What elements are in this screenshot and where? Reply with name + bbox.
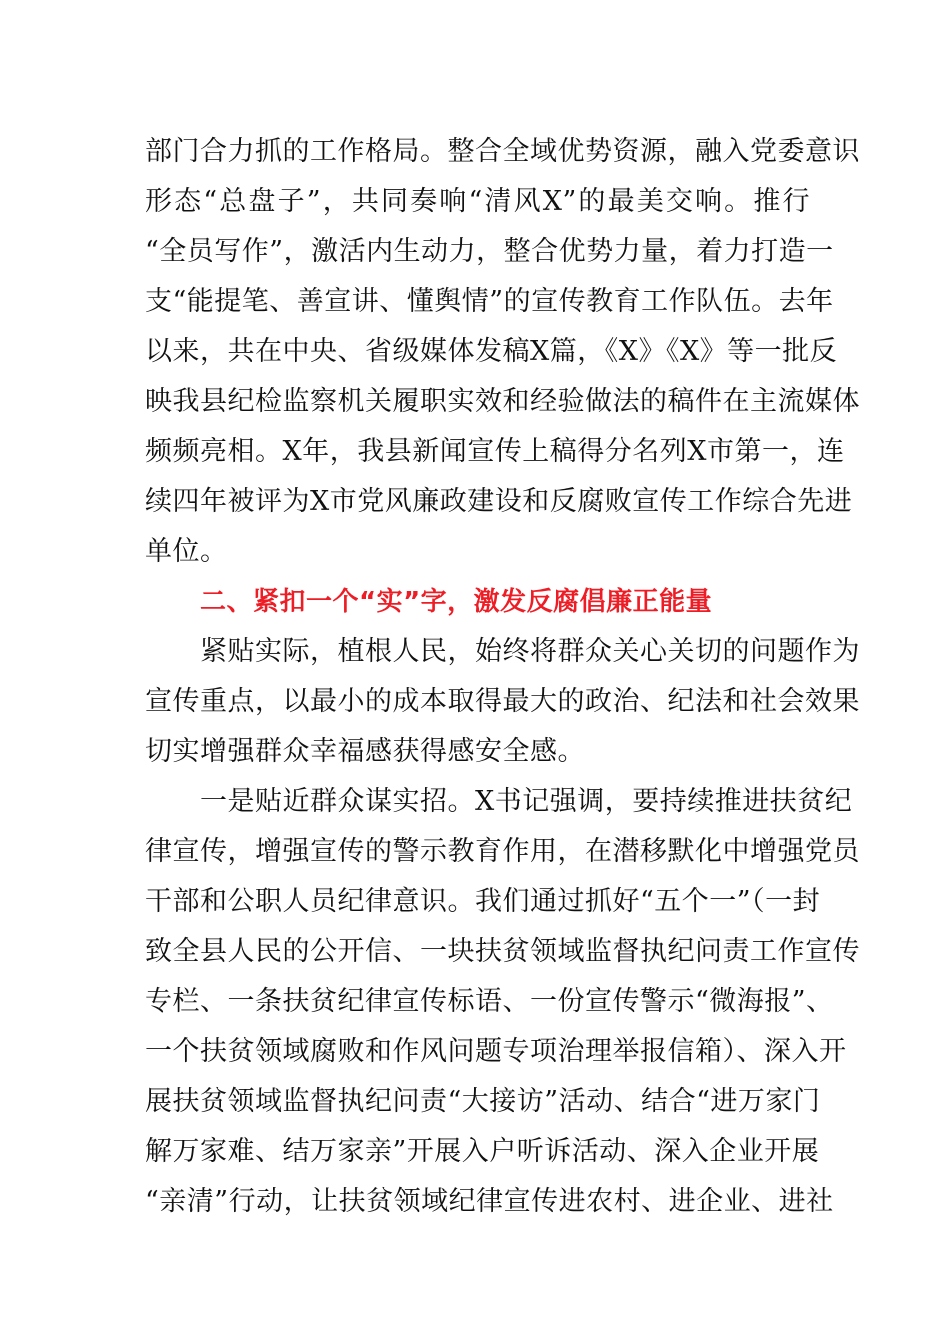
paragraph-3-line: 解万家难、结万家亲”开展入户听诉活动、深入企业开展 <box>145 1136 820 1167</box>
paragraph-1-line: “全员写作”，激活内生动力，整合优势力量，着力打造一 <box>145 236 834 267</box>
paragraph-3-line: 一个扶贫领域腐败和作风问题专项治理举报信箱）、深入开 <box>145 1036 847 1067</box>
paragraph-3-line: 一是贴近群众谋实招。X书记强调，要持续推进扶贫纪 <box>200 786 853 817</box>
paragraph-1-line: 支“能提笔、善宣讲、懂舆情”的宣传教育工作队伍。去年 <box>145 286 834 317</box>
paragraph-3-line: “亲清”行动，让扶贫领域纪律宣传进农村、进企业、进社 <box>145 1186 834 1217</box>
paragraph-1-line: 部门合力抓的工作格局。整合全域优势资源，融入党委意识 <box>145 136 860 167</box>
paragraph-1-line: 以来，共在中央、省级媒体发稿X篇，《X》《X》等一批反 <box>145 336 838 367</box>
paragraph-3-line: 致全县人民的公开信、一块扶贫领域监督执纪问责工作宣传 <box>145 936 860 967</box>
paragraph-1-line: 映我县纪检监察机关履职实效和经验做法的稿件在主流媒体 <box>145 386 860 417</box>
paragraph-3-line: 专栏、一条扶贫纪律宣传标语、一份宣传警示“微海报”、 <box>145 986 834 1017</box>
paragraph-1-line: 续四年被评为X市党风廉政建设和反腐败宣传工作综合先进 <box>145 486 853 517</box>
paragraph-3-line: 律宣传，增强宣传的警示教育作用，在潜移默化中增强党员 <box>145 836 860 867</box>
paragraph-3-line: 展扶贫领域监督执纪问责“大接访”活动、结合“进万家门 <box>145 1086 821 1117</box>
paragraph-1-line: 频频亮相。X年，我县新闻宣传上稿得分名列X市第一，连 <box>145 436 845 467</box>
paragraph-2-line: 紧贴实际，植根人民，始终将群众关心关切的问题作为 <box>200 636 860 667</box>
paragraph-1-line: 单位。 <box>145 536 228 567</box>
paragraph-2-line: 宣传重点，以最小的成本取得最大的政治、纪法和社会效果 <box>145 686 860 717</box>
paragraph-2-line: 切实增强群众幸福感获得感安全感。 <box>145 736 585 767</box>
paragraph-1-line: 形态“总盘子”，共同奏响“清风X”的最美交响。推行 <box>145 186 810 217</box>
section-heading: 二、紧扣一个“实”字，激发反腐倡廉正能量 <box>200 587 713 617</box>
paragraph-3-line: 干部和公职人员纪律意识。我们通过抓好“五个一”（一封 <box>145 886 821 917</box>
